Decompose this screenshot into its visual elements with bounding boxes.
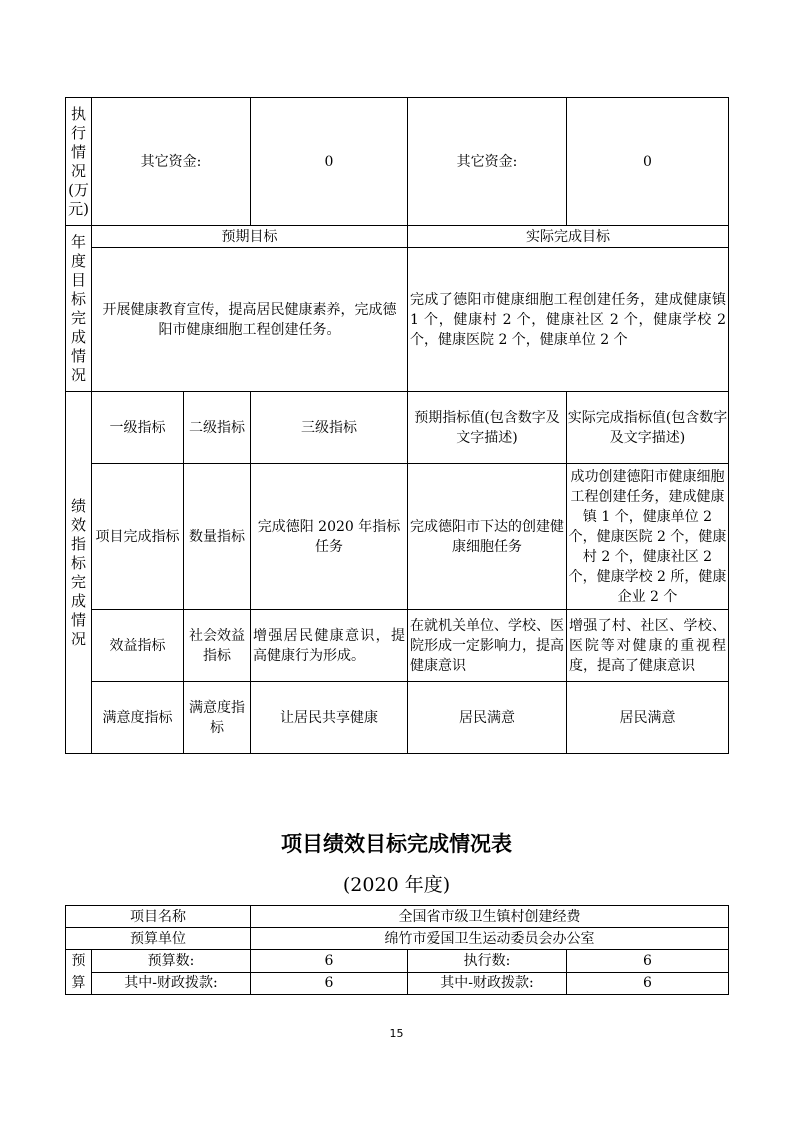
exec-amount-value: 6 (567, 950, 729, 973)
indicator-cell: 效益指标 (92, 610, 184, 682)
project-name-value: 全国省市级卫生镇村创建经费 (251, 906, 729, 928)
project-summary-table (65, 905, 729, 995)
fiscal-left-label: 其中-财政拨款: (92, 972, 251, 995)
budget-unit-value: 绵竹市爱国卫生运动委员会办公室 (251, 928, 729, 950)
header-level1: 一级指标 (92, 392, 184, 464)
project-name-label: 项目名称 (66, 906, 251, 928)
header-actual-value: 实际完成指标值(包含数字及文字描述) (567, 392, 729, 464)
budget-amount-label: 预算数: (92, 950, 251, 973)
indicator-cell: 居民满意 (408, 682, 567, 754)
indicator-cell: 社会效益指标 (184, 610, 251, 682)
expected-goal-text: 开展健康教育宣传，提高居民健康素养，完成德阳市健康细胞工程创建任务。 (92, 248, 408, 392)
indicator-cell: 完成德阳 2020 年指标任务 (251, 464, 408, 610)
budget-unit-label: 预算单位 (66, 928, 251, 950)
indicator-cell: 成功创建德阳市健康细胞工程创建任务，建成健康镇 1 个，健康单位 2 个，健康医院 2 个，健康村 2 个，健康社区 2 个，健康学校 2 所，健康企业 2 个 (567, 464, 729, 610)
header-expected-value: 预期指标值(包含数字及文字描述) (408, 392, 567, 464)
indicator-cell: 数量指标 (184, 464, 251, 610)
section-year: (2020 年度) (342, 874, 451, 896)
indicator-cell: 项目完成指标 (92, 464, 184, 610)
actual-goal-text: 完成了德阳市健康细胞工程创建任务，建成健康镇 1 个，健康村 2 个，健康社区 2 个，健康学校 2 个，健康医院 2 个，健康单位 2 个 (408, 248, 729, 392)
fiscal-left-value: 6 (251, 972, 408, 995)
performance-table (65, 97, 729, 754)
indicator-cell: 满意度指标 (184, 682, 251, 754)
table-row (66, 682, 729, 754)
indicator-cell: 在就机关单位、学校、医院形成一定影响力，提高健康意识 (408, 610, 567, 682)
indicator-cell: 增强了村、社区、学校、医院等对健康的重视程度，提高了健康意识 (567, 610, 729, 682)
annual-goal-label: 年度目标完成情况 (66, 226, 92, 392)
section-title: 项目绩效目标完成情况表 (281, 832, 512, 856)
indicator-cell: 居民满意 (567, 682, 729, 754)
expected-goal-header: 预期目标 (92, 226, 408, 248)
left-other-funds-label: 其它资金: (92, 98, 251, 226)
fiscal-right-value: 6 (567, 972, 729, 995)
budget-vert-label: 预算 (66, 950, 92, 995)
budget-amount-value: 6 (251, 950, 408, 973)
indicator-cell: 满意度指标 (92, 682, 184, 754)
indicator-cell: 让居民共享健康 (251, 682, 408, 754)
right-other-funds-value: 0 (567, 98, 729, 226)
exec-section-label: 执行情况(万元) (66, 98, 92, 226)
fiscal-right-label: 其中-财政拨款: (408, 972, 567, 995)
table-row (66, 464, 729, 610)
indicator-cell: 完成德阳市下达的创建健康细胞任务 (408, 464, 567, 610)
actual-goal-header: 实际完成目标 (408, 226, 729, 248)
page-number: 15 (389, 1027, 404, 1040)
perf-section-label: 绩效指标完成情况 (66, 392, 92, 754)
table-row (66, 610, 729, 682)
header-level3: 三级指标 (251, 392, 408, 464)
header-level2: 二级指标 (184, 392, 251, 464)
left-other-funds-value: 0 (251, 98, 408, 226)
exec-amount-label: 执行数: (408, 950, 567, 973)
indicator-cell: 增强居民健康意识，提高健康行为形成。 (251, 610, 408, 682)
right-other-funds-label: 其它资金: (408, 98, 567, 226)
